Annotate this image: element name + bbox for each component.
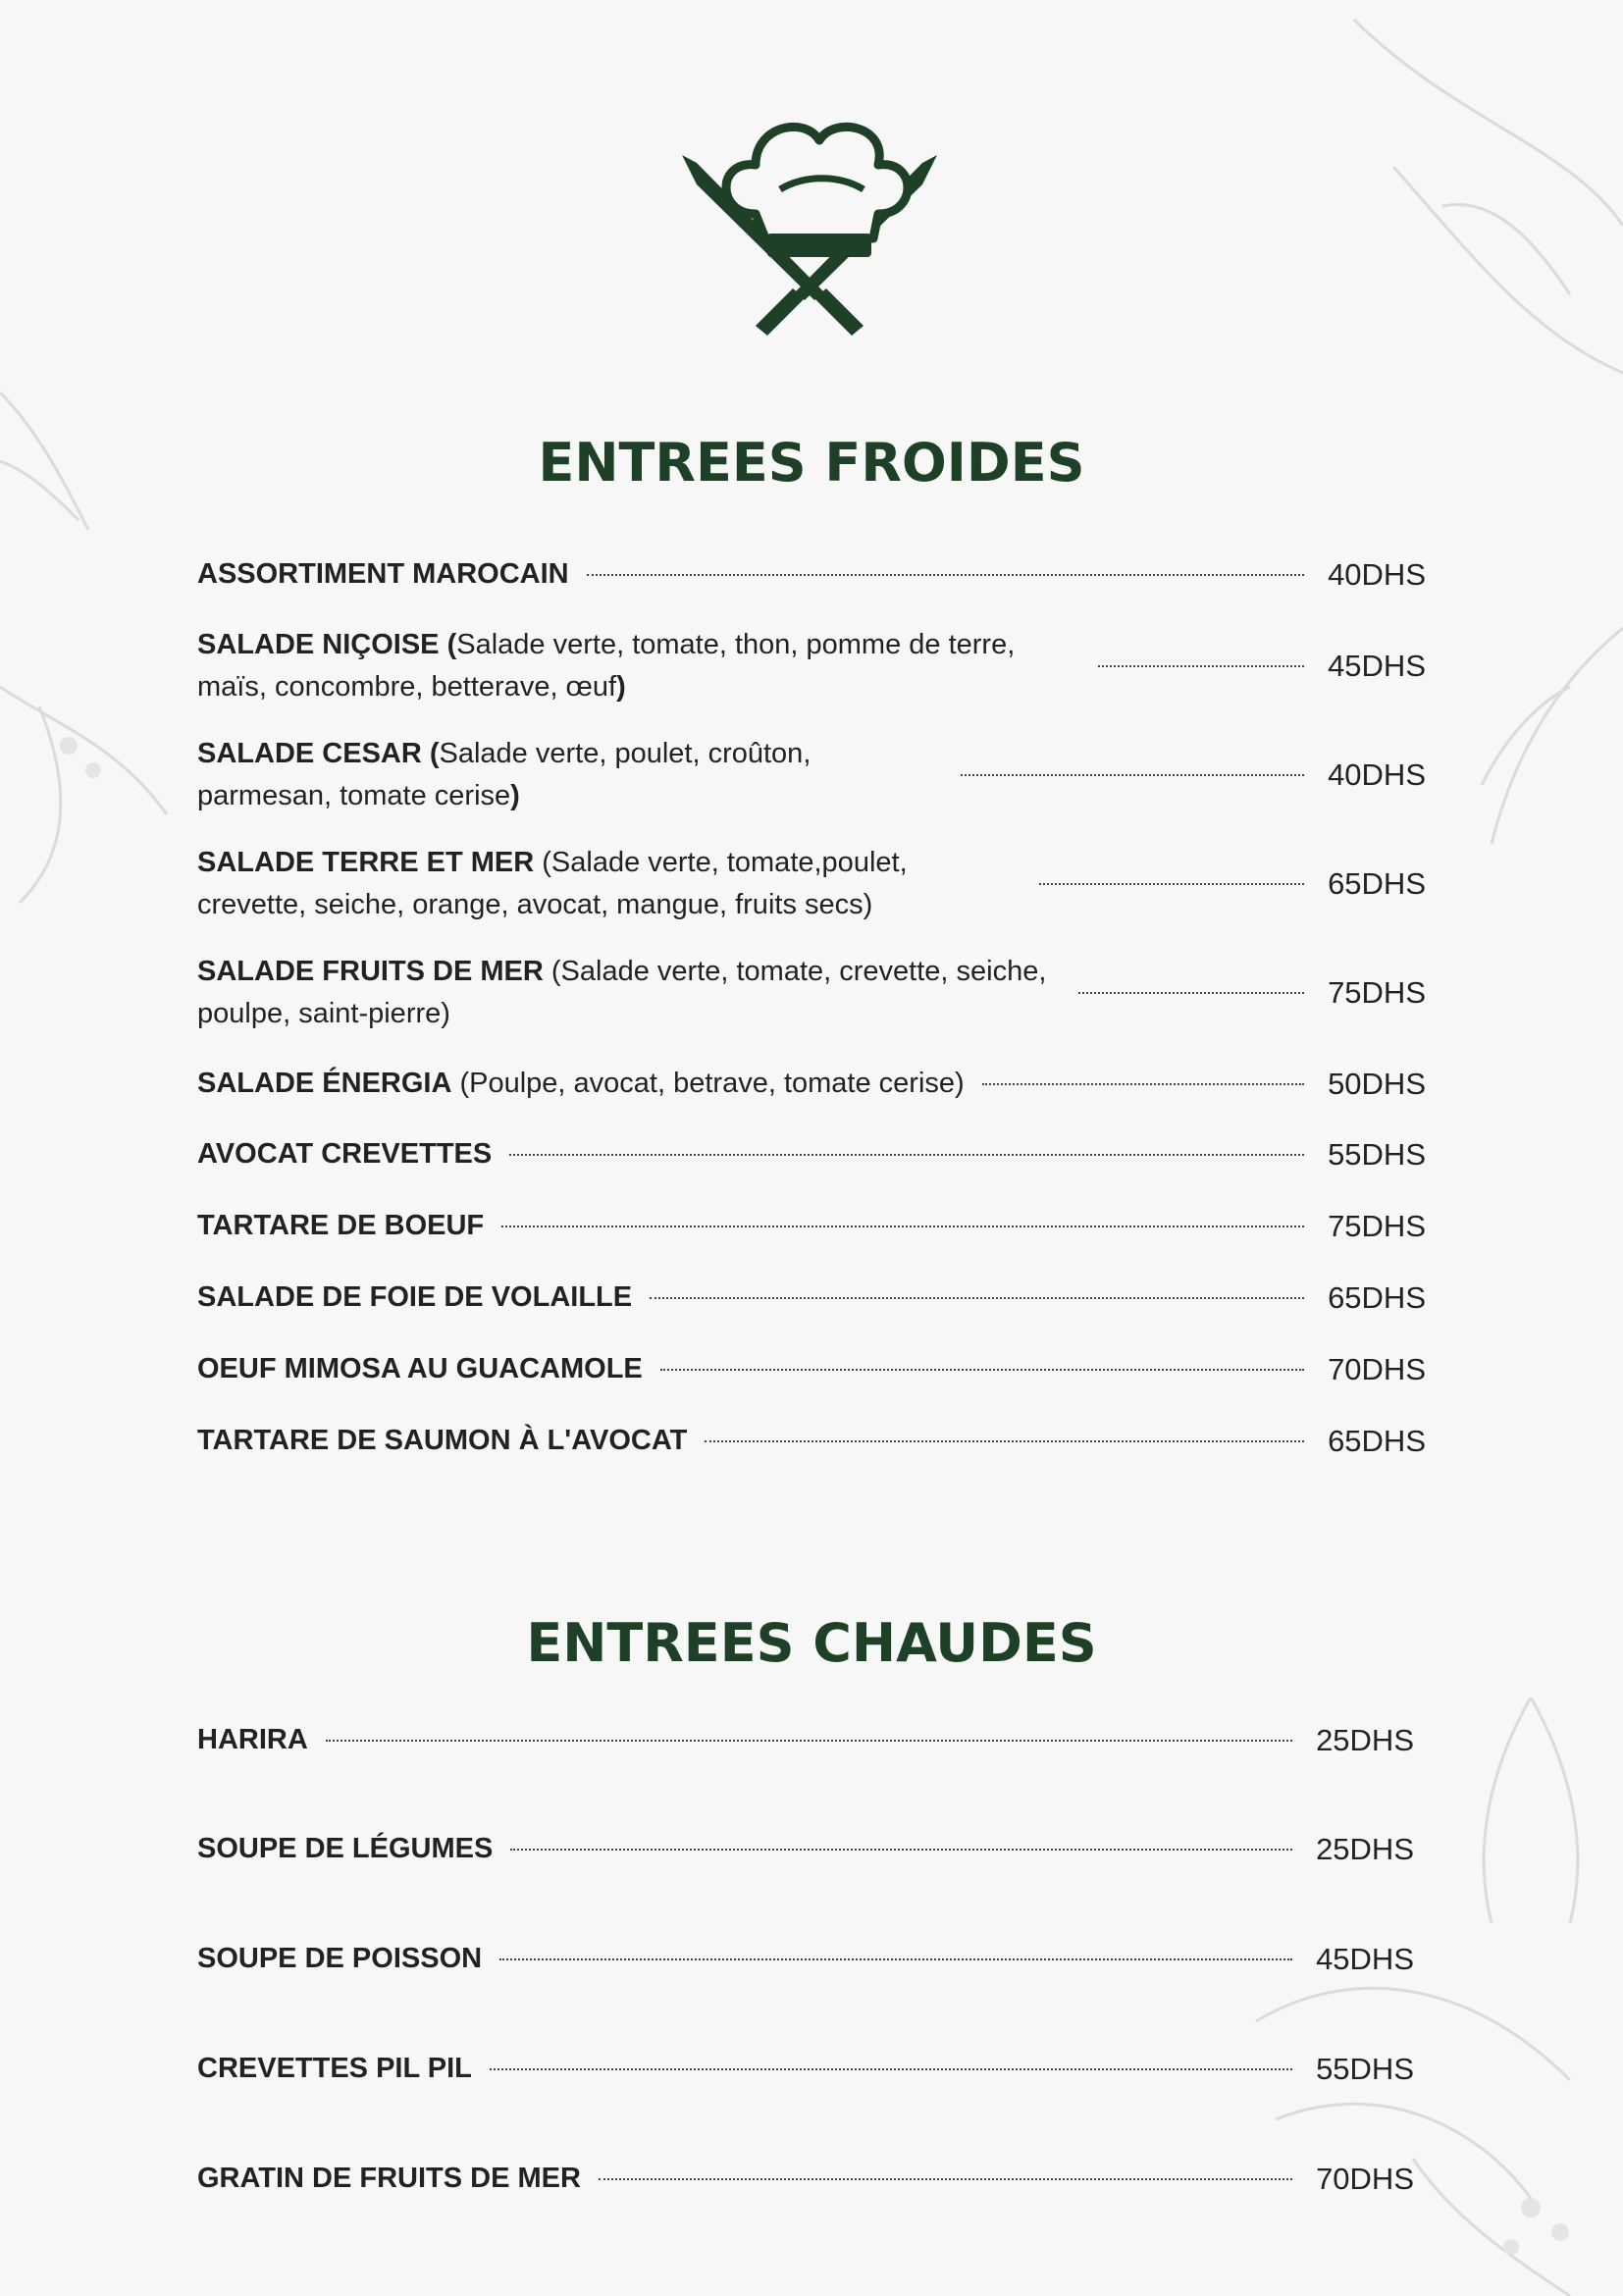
item-description: Salade verte, tomate, thon, pomme de terre, maïs, concombre, betterave, œuf — [197, 629, 1016, 703]
item-price: 45DHS — [1328, 649, 1426, 683]
item-price: 75DHS — [1328, 975, 1426, 1010]
item-description: (Salade verte, tomate, crevette, seiche, poulpe, saint-pierre) — [197, 956, 1047, 1029]
item-price: 65DHS — [1328, 1279, 1426, 1315]
item-name: TARTARE DE BOEUF — [197, 1210, 485, 1241]
item-price: 45DHS — [1316, 1941, 1414, 1976]
dotted-leader — [660, 1369, 1304, 1371]
dotted-leader — [1098, 665, 1304, 667]
dotted-leader — [490, 2068, 1292, 2070]
menu-item-tartare-de-saumon — [197, 1420, 1426, 1462]
dotted-leader — [1039, 883, 1304, 885]
item-name: TARTARE DE SAUMON À L'AVOCAT — [197, 1425, 688, 1456]
menu-item-soupe-de-legumes — [197, 1828, 1414, 1870]
dotted-leader — [499, 1958, 1292, 1960]
menu-item-harira — [197, 1719, 1414, 1761]
item-price: 65DHS — [1328, 866, 1426, 901]
menu-item-salade-energia — [197, 1063, 1426, 1105]
menu-item-crevettes-pil-pil — [197, 2048, 1414, 2090]
menu-item-salade-nicoise — [197, 624, 1426, 708]
dotted-leader — [705, 1440, 1304, 1442]
menu-item-oeuf-mimosa-au-guacamole — [197, 1348, 1426, 1390]
item-name: SALADE TERRE ET MER — [197, 847, 535, 878]
item-name: SOUPE DE LÉGUMES — [197, 1833, 494, 1864]
section-title-entrees-froides: ENTREES FROIDES — [538, 432, 1085, 494]
dotted-leader — [501, 1226, 1304, 1227]
menu-item-gratin-de-fruits-de-mer — [197, 2158, 1414, 2200]
dotted-leader — [961, 774, 1304, 776]
item-name: AVOCAT CREVETTES — [197, 1138, 493, 1170]
menu-item-avocat-crevettes — [197, 1133, 1426, 1175]
item-name: SALADE ÉNERGIA — [197, 1068, 452, 1099]
item-name-close: ) — [510, 780, 520, 811]
item-price: 40DHS — [1328, 757, 1426, 792]
item-description: Salade verte, poulet, croûton, parmesan, tomate cerise — [197, 738, 812, 811]
item-name: CREVETTES PIL PIL — [197, 2053, 472, 2084]
menu-item-tartare-de-boeuf — [197, 1205, 1426, 1247]
item-name: OEUF MIMOSA AU GUACAMOLE — [197, 1353, 643, 1384]
chef-hat-crossed-knives-icon — [677, 106, 942, 341]
item-price: 25DHS — [1316, 1722, 1414, 1757]
item-name: HARIRA — [197, 1724, 308, 1755]
item-name: SALADE NIÇOISE ( — [197, 629, 457, 660]
item-price: 70DHS — [1316, 2161, 1414, 2196]
item-name: SALADE CESAR ( — [197, 738, 440, 769]
item-price: 65DHS — [1328, 1423, 1426, 1458]
item-price: 75DHS — [1328, 1208, 1426, 1243]
item-price: 55DHS — [1316, 2051, 1414, 2086]
section-title-entrees-chaudes: ENTREES CHAUDES — [526, 1612, 1097, 1674]
menu-item-salade-fruits-de-mer — [197, 951, 1426, 1035]
item-name: SALADE FRUITS DE MER — [197, 956, 544, 987]
item-price: 40DHS — [1328, 556, 1426, 592]
menu-item-salade-terre-et-mer — [197, 842, 1426, 926]
item-name-close: ) — [616, 671, 626, 703]
menu-item-salade-cesar — [197, 733, 1426, 817]
item-name: ASSORTIMENT MAROCAIN — [197, 558, 569, 590]
item-price: 50DHS — [1328, 1066, 1426, 1101]
item-description: (Salade verte, tomate,poulet, crevette, seiche, orange, avocat, mangue, fruits secs) — [197, 847, 908, 920]
item-price: 70DHS — [1328, 1351, 1426, 1386]
dotted-leader — [510, 1849, 1292, 1851]
item-price: 55DHS — [1328, 1136, 1426, 1172]
dotted-leader — [650, 1297, 1304, 1299]
menu-item-soupe-de-poisson — [197, 1938, 1414, 1980]
item-name: GRATIN DE FRUITS DE MER — [197, 2163, 581, 2194]
menu-item-salade-de-foie-de-volaille — [197, 1277, 1426, 1319]
dotted-leader — [587, 574, 1304, 576]
dotted-leader — [1078, 992, 1304, 994]
item-name: SOUPE DE POISSON — [197, 1943, 483, 1974]
item-name: SALADE DE FOIE DE VOLAILLE — [197, 1281, 633, 1313]
item-description: (Poulpe, avocat, betrave, tomate cerise) — [451, 1068, 965, 1099]
dotted-leader — [509, 1154, 1304, 1156]
dotted-leader — [326, 1740, 1292, 1742]
menu-item-assortiment-marocain — [197, 553, 1426, 596]
item-price: 25DHS — [1316, 1831, 1414, 1866]
dotted-leader — [982, 1083, 1304, 1085]
dotted-leader — [599, 2178, 1292, 2180]
